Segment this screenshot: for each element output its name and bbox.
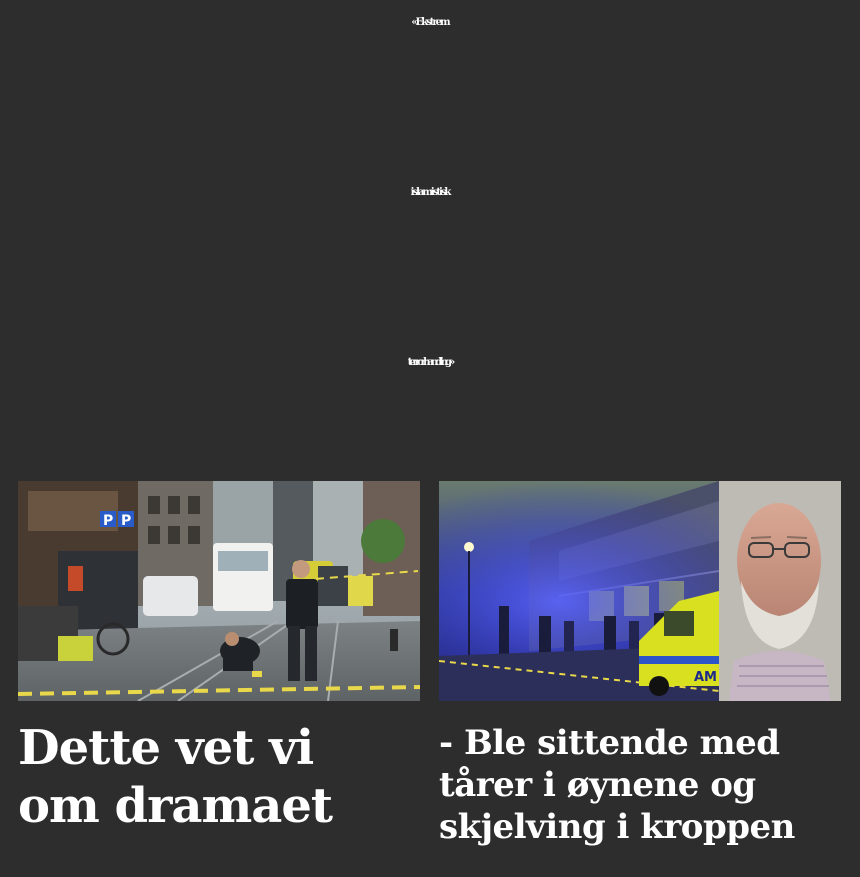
story-right-line-2: tårer i øynene og <box>439 765 756 805</box>
ambulance-label: AM <box>694 670 717 685</box>
headline-line-3: terrorhandling» <box>407 357 453 368</box>
headline-line-2: islamistisk <box>410 187 450 198</box>
night-scene-illustration <box>439 481 841 701</box>
parking-sign-1: P <box>103 513 114 529</box>
headline-line-1: «Ekstrem <box>411 17 449 28</box>
story-title-ble-sittende[interactable] <box>439 723 795 852</box>
street-scene-illustration <box>18 481 420 701</box>
story-title-dette-vet-vi[interactable] <box>18 720 333 840</box>
night-scene-photo[interactable] <box>439 481 841 701</box>
parking-sign-2: P <box>121 513 132 529</box>
street-scene-photo[interactable] <box>18 481 420 701</box>
story-right-line-3: skjelving i kroppen <box>439 807 795 847</box>
story-left-line-2: om dramaet <box>18 778 333 834</box>
story-right-line-1: - Ble sittende med <box>439 723 780 763</box>
story-left-line-1: Dette vet vi <box>18 720 314 776</box>
